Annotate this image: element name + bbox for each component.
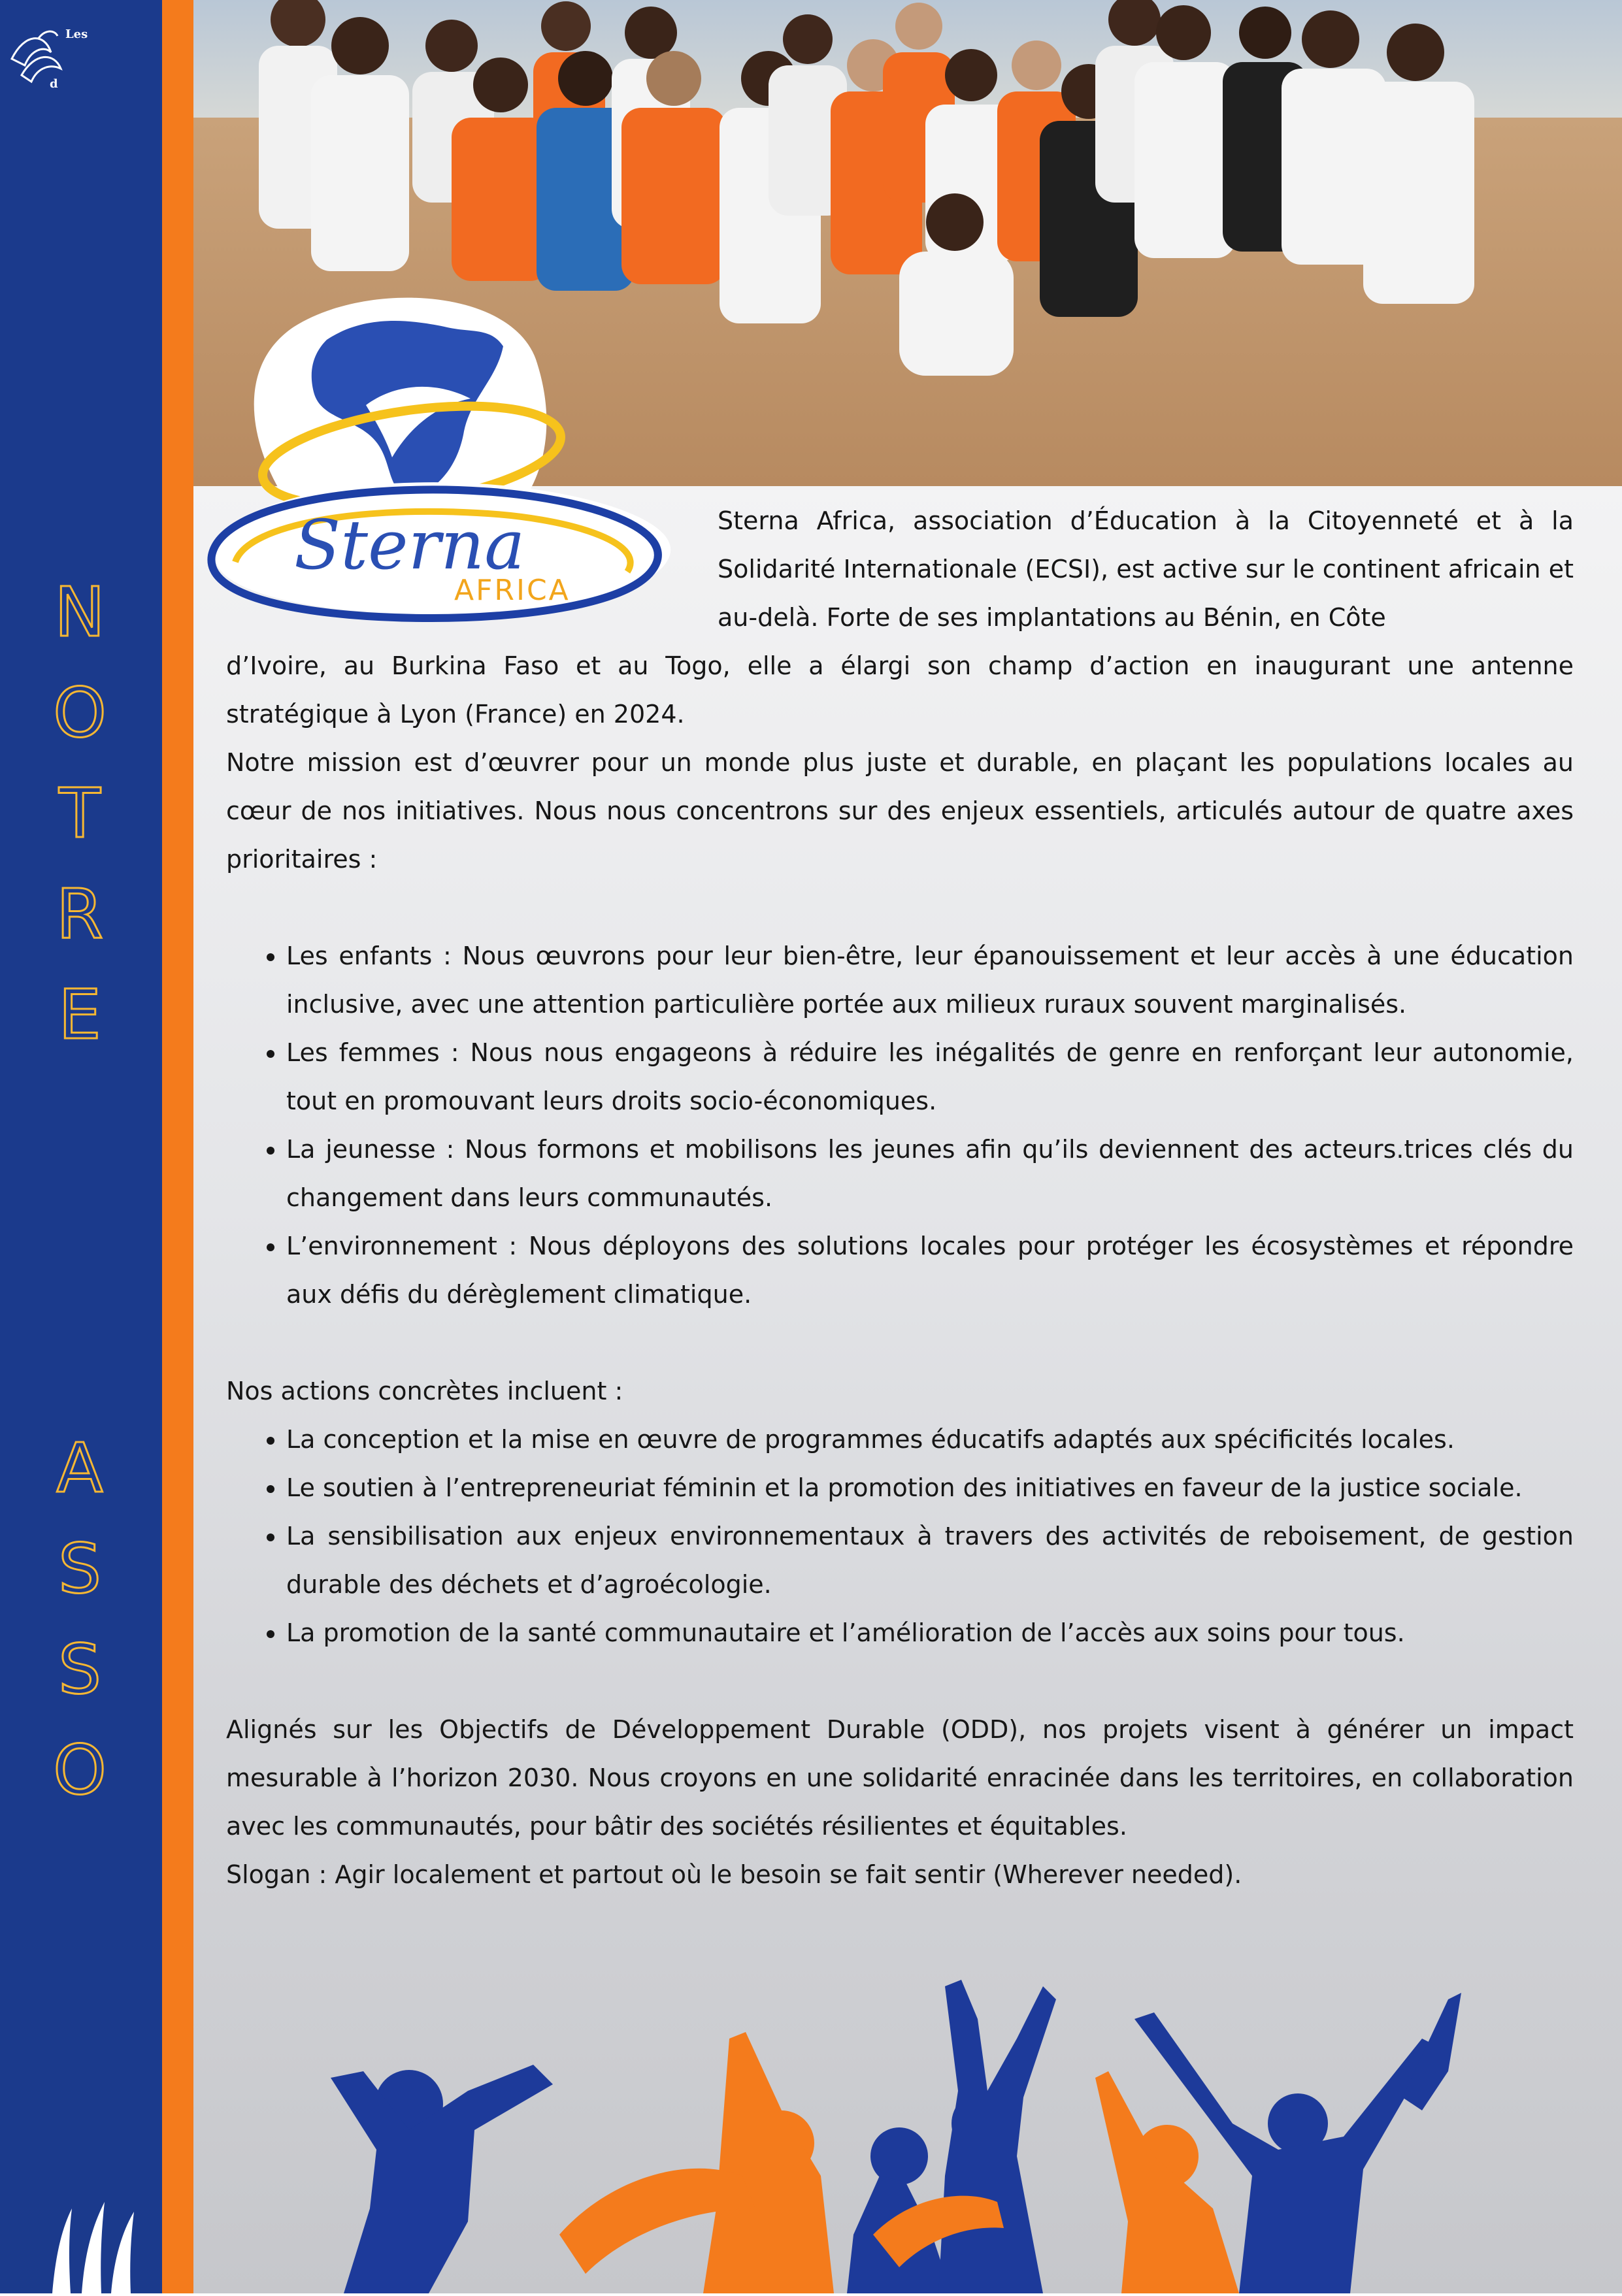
- list-item: • La sensibilisation aux enjeux environnementaux à travers des activités de reboisement, de gestion durable des déchets et d’agroécologie.: [286, 1512, 1574, 1609]
- corner-logo-text-1: Les: [65, 27, 88, 41]
- list-item: • Les enfants : Nous œuvrons pour leur bien-être, leur épanouissement et leur accès à une éducation inclusive, avec une attention particulière portée aux milieux ruraux souvent marginalisés.: [286, 932, 1574, 1028]
- corner-logo: [5, 13, 97, 91]
- intro: [226, 497, 1574, 738]
- title-letter: A: [56, 1428, 103, 1508]
- list-item: • Les femmes : Nous nous engageons à réduire les inégalités de genre en renforçant leur autonomie, tout en promouvant leurs droits socio-économiques.: [286, 1028, 1574, 1125]
- list-item: • La jeunesse : Nous formons et mobilisons les jeunes afin qu’ils deviennent des acteurs.trices clés du changement dans leurs communautés.: [286, 1125, 1574, 1222]
- title-letter: O: [53, 1730, 107, 1810]
- title-letter: N: [54, 572, 105, 652]
- actions-heading: Nos actions concrètes incluent :: [226, 1377, 623, 1405]
- title-letter: S: [58, 1630, 101, 1709]
- claw-icon: [39, 2176, 144, 2293]
- mission-paragraph: Notre mission est d’œuvrer pour un monde plus juste et durable, en plaçant les populations locales au cœur de nos initiatives. Nous nous concentrons sur des enjeux essentiels, articulés autour de quatre axes prioritaires :: [226, 748, 1574, 874]
- intro-paragraph-1: Sterna Africa, association d’Éducation à la Citoyenneté et à la Solidarité Internationale (ECSI), est active sur le continent africain et au-delà. Forte de ses implantations au Bénin, en Côte: [718, 506, 1574, 632]
- axes-list: [226, 932, 1574, 1319]
- title-letter: R: [56, 874, 104, 954]
- list-item: • La conception et la mise en œuvre de programmes éducatifs adaptés aux spécificités locales.: [286, 1415, 1574, 1464]
- logo-subtitle: AFRICA: [454, 574, 571, 607]
- slogan: Slogan : Agir localement et partout où le besoin se fait sentir (Wherever needed).: [226, 1860, 1242, 1889]
- celebrating-silhouettes: [193, 1960, 1622, 2293]
- vertical-title: [39, 562, 120, 1820]
- sidebar: [0, 0, 162, 2293]
- actions-list: [226, 1415, 1574, 1657]
- title-letter: S: [58, 1529, 101, 1609]
- corner-logo-text-2: d: [50, 77, 58, 91]
- intro-paragraph-2: d’Ivoire, au Burkina Faso et au Togo, elle a élargi son champ d’action en inaugurant une antenne stratégique à Lyon (France) en 2024.: [226, 651, 1574, 729]
- title-letter: O: [53, 673, 107, 753]
- list-item: • L’environnement : Nous déployons des solutions locales pour protéger les écosystèmes et répondre aux défis du dérèglement climatique.: [286, 1222, 1574, 1319]
- title-letter: T: [59, 774, 101, 853]
- title-letter: E: [58, 975, 101, 1055]
- list-item: • La promotion de la santé communautaire et l’amélioration de l’accès aux soins pour tous.: [286, 1609, 1574, 1657]
- accent-stripe: [162, 0, 193, 2293]
- list-item: • Le soutien à l’entrepreneuriat féminin et la promotion des initiatives en faveur de la justice sociale.: [286, 1464, 1574, 1512]
- logo-name: Sterna: [294, 505, 525, 585]
- closing-paragraph: Alignés sur les Objectifs de Développement Durable (ODD), nos projets visent à générer un impact mesurable à l’horizon 2030. Nous croyons en une solidarité enracinée dans les territoires, en collaboration avec les communautés, pour bâtir des sociétés résilientes et équitables.: [226, 1715, 1574, 1841]
- main-content: [226, 497, 1574, 1899]
